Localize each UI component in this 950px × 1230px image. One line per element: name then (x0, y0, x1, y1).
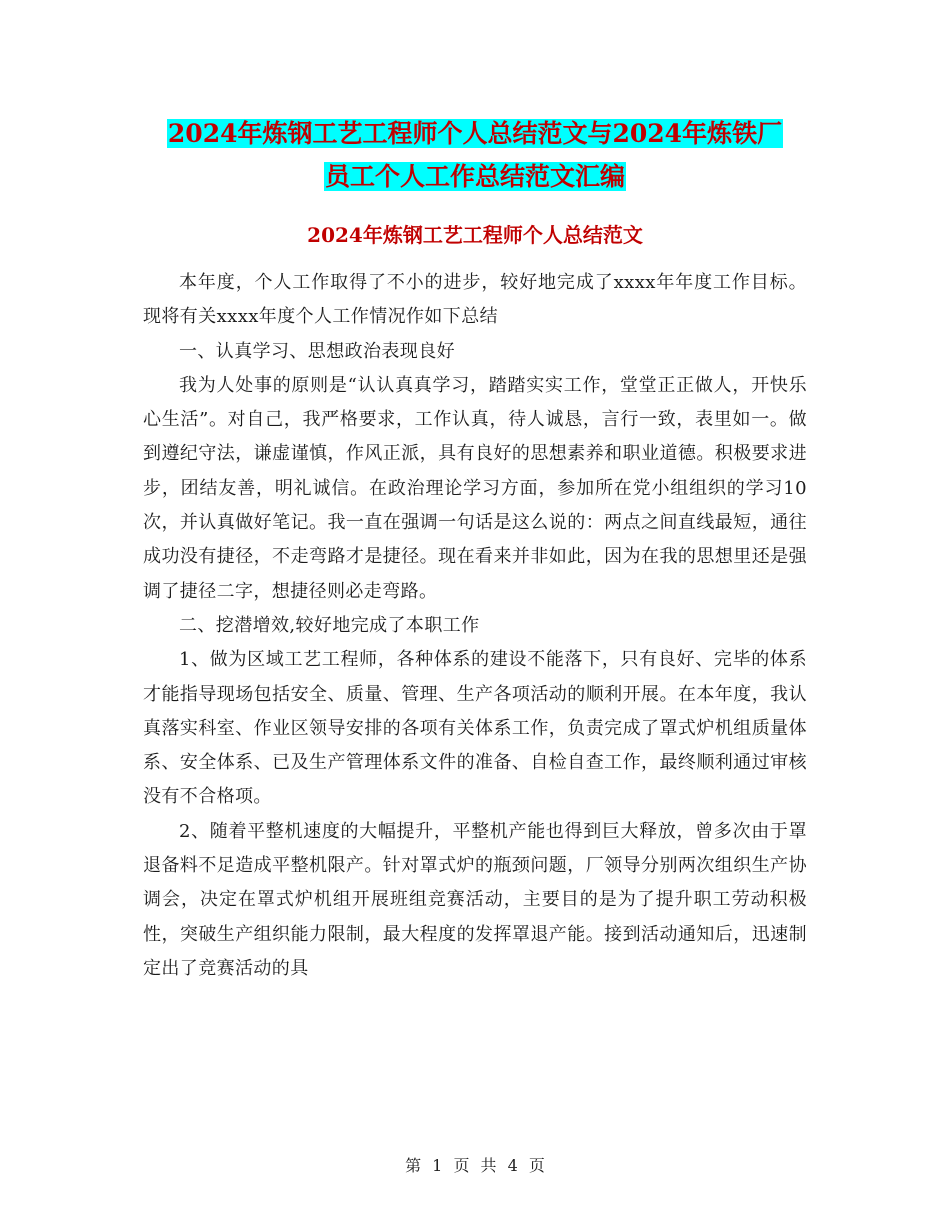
heading-part-one: 一、认真学习、思想政治表现良好 (179, 340, 455, 362)
page-footer: 第 1 页 共 4 页 (405, 1156, 545, 1175)
paragraph-intro: 本年度，个人工作取得了不小的进步，较好地完成了xxxx年年度工作目标。现将有关xxxx年度个人工作情况作如下总结 (143, 272, 807, 328)
paragraph-principles: 我为人处事的原则是“认认真真学习，踏踏实实工作，堂堂正正做人，开快乐心生活”。对自己，我严格要求，工作认真，待人诚恳，言行一致，表里如一。做到遵纪守法，谦虚谨慎，作风正派，具有良好的思想素养和职业道德。积极要求进步，团结友善，明礼诚信。在政治理论学习方面，参加所在党小组组织的学习10次，并认真做好笔记。我一直在强调一句话是这么说的：两点之间直线最短，通往成功没有捷径，不走弯路才是捷径。现在看来并非如此，因为在我的思想里还是强调了捷径二字，想捷径则必走弯路。 (143, 374, 807, 602)
document-title (140, 112, 810, 198)
document-body (143, 266, 807, 986)
paragraph-item-1: 1、做为区域工艺工程师，各种体系的建设不能落下，只有良好、完毕的体系才能指导现场包括安全、质量、管理、生产各项活动的顺利开展。在本年度，我认真落实科室、作业区领导安排的各项有关体系工作，负责完成了罩式炉机组质量体系、安全体系、已及生产管理体系文件的准备、自检自查工作，最终顺利通过审核没有不合格项。 (143, 649, 807, 808)
paragraph-item-2: 2、随着平整机速度的大幅提升，平整机产能也得到巨大释放，曾多次由于罩退备料不足造成平整机限产。针对罩式炉的瓶颈问题，厂领导分别两次组织生产协调会，决定在罩式炉机组开展班组竞赛活动，主要目的是为了提升职工劳动积极性，突破生产组织能力限制，最大程度的发挥罩退产能。接到活动通知后，迅速制定出了竞赛活动的具 (143, 820, 807, 979)
document-title-line-2: 员工个人工作总结范文汇编 (324, 162, 625, 191)
heading-part-two: 二、挖潜增效,较好地完成了本职工作 (179, 614, 480, 636)
section-title: 2024年炼钢工艺工程师个人总结范文 (307, 223, 643, 247)
document-title-line-1: 2024年炼钢工艺工程师个人总结范文与2024年炼铁厂 (167, 119, 783, 148)
